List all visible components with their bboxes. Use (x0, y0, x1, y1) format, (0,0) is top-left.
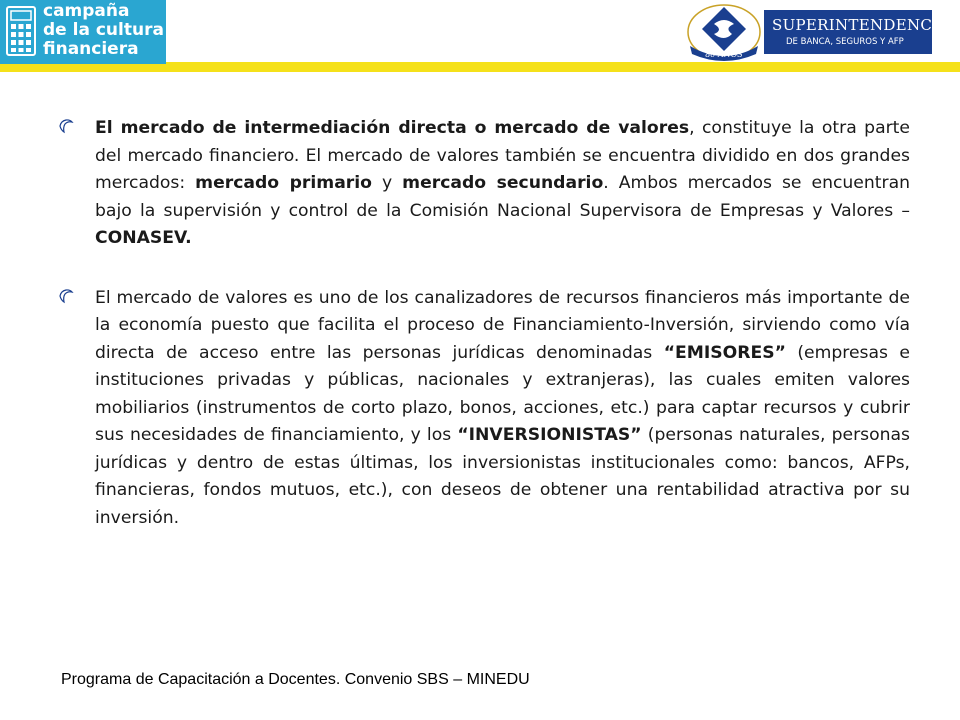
campaign-logo (0, 0, 166, 64)
sbs-emblem-icon (684, 2, 764, 62)
bullet-paragraph-2 (58, 285, 910, 533)
text-segment: . Ambos mercados se encuentran bajo la supervisión y control de la Comisión Nacional Supervisora de Empresas y Valores – (95, 173, 911, 221)
bold-segment: mercado primario (195, 173, 372, 193)
bold-segment: El mercado de intermediación directa o mercado de valores (95, 118, 690, 138)
text-segment: El mercado de valores es uno de los canalizadores de recursos financieros más importante de la economía puesto que facilita el proceso de Financiamiento-Inversión, sirviendo como vía directa de acceso entre las personas jurídicas denominadas (95, 287, 910, 363)
calculator-icon (6, 6, 36, 56)
campaign-line-3: financiera (43, 39, 139, 59)
header-accent-bar-left (0, 64, 166, 72)
text-segment: (empresas e instituciones privadas y públicas, nacionales y extranjeras), las cuales emiten valores mobiliarios (instrumentos de corto plazo, bonos, acciones, etc.) para captar recursos y cubrir sus necesidades de financiamiento, y los (95, 342, 910, 445)
sbs-name-plate (764, 10, 950, 54)
slide-content (58, 115, 910, 564)
header (0, 0, 960, 64)
bullet-paragraph-1 (58, 115, 910, 253)
bold-segment: “EMISORES” (663, 342, 786, 363)
header-accent-bar (166, 62, 960, 72)
campaign-line-1: campaña (43, 1, 130, 21)
text-segment: (personas naturales, personas jurídicas y dentro de estas últimas, los inversionistas institucionales como: bancos, AFPs, financieras, fondos mutuos, etc.), con deseos de obtener una rentabilidad atractiva por su inversión. (95, 425, 910, 528)
text-segment: y (372, 173, 403, 193)
campaign-line-2: de la cultura (43, 20, 164, 40)
sbs-name: SUPERINTENDENCIA (772, 16, 950, 34)
footer-text: Programa de Capacitación a Docentes. Convenio SBS – MINEDU (61, 671, 530, 688)
text-segment: , constituye la otra parte del mercado financiero. El mercado de valores también se encuentra dividido en dos grandes mercados: (95, 118, 910, 193)
bold-segment: CONASEV. (95, 228, 192, 248)
bold-segment: “INVERSIONISTAS” (457, 425, 642, 445)
anniversary-label: 80 AÑOS (705, 50, 743, 59)
swoosh-bullet-icon (58, 118, 74, 136)
swoosh-bullet-icon (58, 288, 74, 306)
paragraph-text (95, 115, 910, 253)
campaign-title (43, 2, 164, 59)
paragraph-text (95, 285, 910, 533)
bold-segment: mercado secundario (402, 173, 604, 193)
sbs-subtitle: DE BANCA, SEGUROS Y AFP (786, 37, 904, 47)
